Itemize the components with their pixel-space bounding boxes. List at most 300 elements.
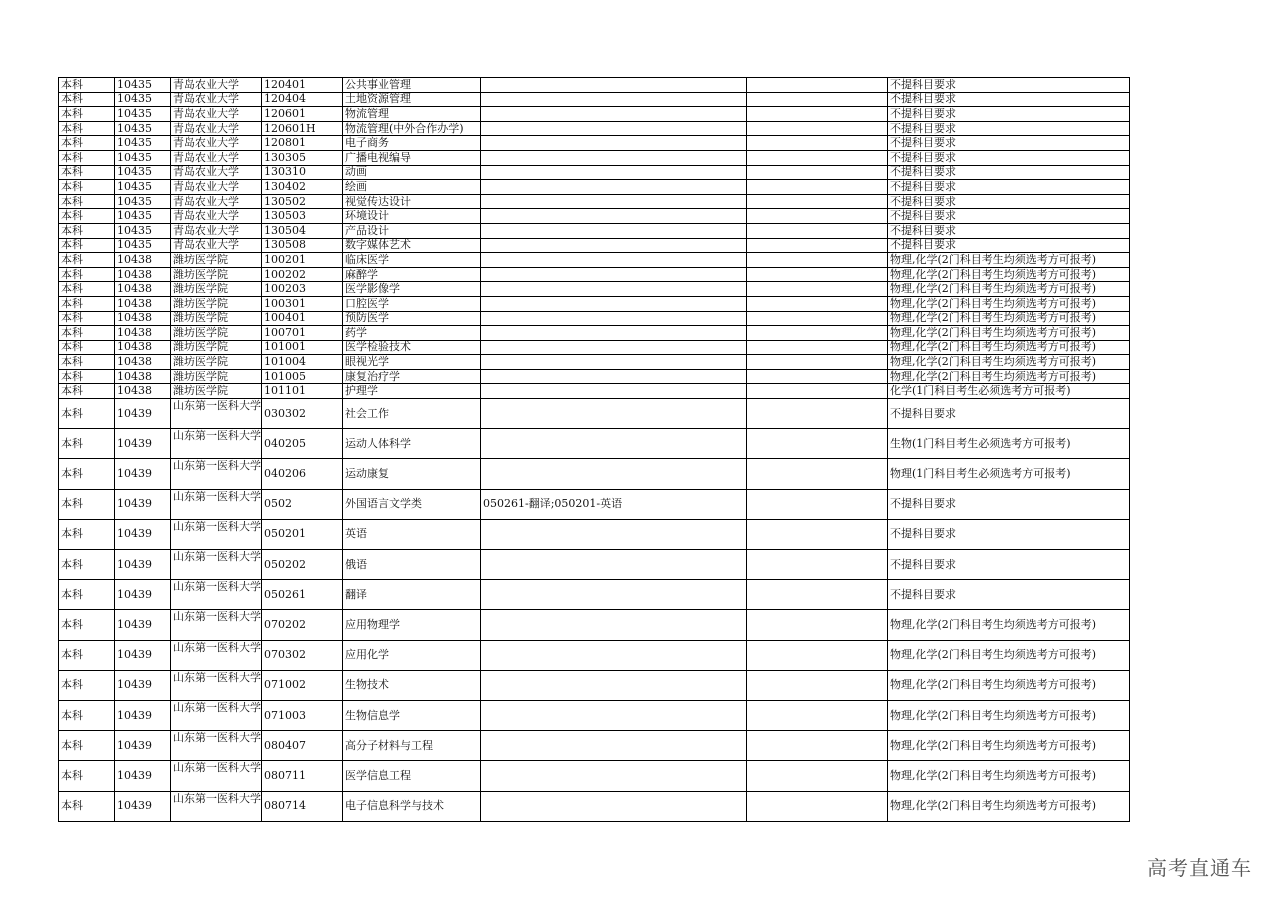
table-row: [59, 610, 1130, 640]
level-cell: 本科: [59, 194, 115, 209]
level-cell: 本科: [59, 369, 115, 384]
table-row: [59, 223, 1130, 238]
included-majors-cell: [481, 355, 747, 370]
school-name-cell: 山东第一医科大学: [171, 761, 262, 791]
major-code-cell: 040205: [262, 429, 343, 459]
major-code-cell: 101004: [262, 355, 343, 370]
school-name-cell: 青岛农业大学: [171, 165, 262, 180]
included-majors-cell: [481, 121, 747, 136]
blank-cell: [747, 78, 888, 93]
subject-requirement-cell: 物理,化学(2门科目考生均须选考方可报考): [888, 761, 1130, 791]
school-name-cell: 潍坊医学院: [171, 355, 262, 370]
included-majors-cell: [481, 459, 747, 489]
school-code-cell: 10435: [115, 92, 171, 107]
level-cell: 本科: [59, 296, 115, 311]
subject-requirement-cell: 不提科目要求: [888, 489, 1130, 519]
major-name-cell: 环境设计: [343, 209, 481, 224]
included-majors-cell: [481, 519, 747, 549]
table-row: [59, 121, 1130, 136]
major-name-cell: 护理学: [343, 384, 481, 399]
school-name-cell: 山东第一医科大学: [171, 429, 262, 459]
blank-cell: [747, 459, 888, 489]
major-name-cell: 运动康复: [343, 459, 481, 489]
subject-requirement-cell: 不提科目要求: [888, 180, 1130, 195]
blank-cell: [747, 355, 888, 370]
table-row: [59, 340, 1130, 355]
school-name-cell: 潍坊医学院: [171, 311, 262, 326]
blank-cell: [747, 253, 888, 268]
level-cell: 本科: [59, 384, 115, 399]
school-name-cell: 山东第一医科大学: [171, 640, 262, 670]
school-code-cell: 10435: [115, 165, 171, 180]
school-code-cell: 10438: [115, 282, 171, 297]
major-code-cell: 120404: [262, 92, 343, 107]
school-name-cell: 山东第一医科大学: [171, 791, 262, 821]
school-name-cell: 潍坊医学院: [171, 326, 262, 341]
included-majors-cell: [481, 165, 747, 180]
major-code-cell: 130402: [262, 180, 343, 195]
school-name-cell: 山东第一医科大学: [171, 399, 262, 429]
blank-cell: [747, 296, 888, 311]
school-name-cell: 潍坊医学院: [171, 369, 262, 384]
table-row: [59, 253, 1130, 268]
subject-requirement-cell: 不提科目要求: [888, 121, 1130, 136]
blank-cell: [747, 580, 888, 610]
level-cell: 本科: [59, 165, 115, 180]
major-code-cell: 101101: [262, 384, 343, 399]
blank-cell: [747, 92, 888, 107]
major-code-cell: 030302: [262, 399, 343, 429]
major-name-cell: 电子商务: [343, 136, 481, 151]
table-row: [59, 791, 1130, 821]
included-majors-cell: [481, 610, 747, 640]
blank-cell: [747, 670, 888, 700]
table-row: [59, 519, 1130, 549]
table-row: [59, 267, 1130, 282]
school-code-cell: 10439: [115, 550, 171, 580]
major-name-cell: 电子信息科学与技术: [343, 791, 481, 821]
school-code-cell: 10439: [115, 489, 171, 519]
major-code-cell: 080711: [262, 761, 343, 791]
school-name-cell: 青岛农业大学: [171, 194, 262, 209]
major-name-cell: 口腔医学: [343, 296, 481, 311]
level-cell: 本科: [59, 610, 115, 640]
blank-cell: [747, 165, 888, 180]
included-majors-cell: [481, 550, 747, 580]
table-row: [59, 369, 1130, 384]
school-code-cell: 10438: [115, 384, 171, 399]
level-cell: 本科: [59, 399, 115, 429]
table-row: [59, 136, 1130, 151]
school-code-cell: 10435: [115, 121, 171, 136]
school-code-cell: 10439: [115, 731, 171, 761]
major-name-cell: 医学信息工程: [343, 761, 481, 791]
major-name-cell: 绘画: [343, 180, 481, 195]
included-majors-cell: [481, 384, 747, 399]
school-code-cell: 10435: [115, 209, 171, 224]
school-name-cell: 山东第一医科大学: [171, 731, 262, 761]
school-code-cell: 10435: [115, 223, 171, 238]
blank-cell: [747, 791, 888, 821]
level-cell: 本科: [59, 355, 115, 370]
level-cell: 本科: [59, 150, 115, 165]
blank-cell: [747, 223, 888, 238]
subject-requirement-cell: 不提科目要求: [888, 399, 1130, 429]
school-name-cell: 青岛农业大学: [171, 150, 262, 165]
subject-requirement-cell: 物理,化学(2门科目考生均须选考方可报考): [888, 253, 1130, 268]
blank-cell: [747, 399, 888, 429]
major-name-cell: 英语: [343, 519, 481, 549]
major-name-cell: 运动人体科学: [343, 429, 481, 459]
school-code-cell: 10435: [115, 107, 171, 122]
included-majors-cell: [481, 580, 747, 610]
school-code-cell: 10438: [115, 267, 171, 282]
included-majors-cell: [481, 700, 747, 730]
school-name-cell: 青岛农业大学: [171, 209, 262, 224]
blank-cell: [747, 326, 888, 341]
level-cell: 本科: [59, 326, 115, 341]
major-name-cell: 麻醉学: [343, 267, 481, 282]
blank-cell: [747, 384, 888, 399]
included-majors-cell: [481, 399, 747, 429]
major-code-cell: 050202: [262, 550, 343, 580]
level-cell: 本科: [59, 267, 115, 282]
included-majors-cell: [481, 107, 747, 122]
major-name-cell: 康复治疗学: [343, 369, 481, 384]
major-name-cell: 社会工作: [343, 399, 481, 429]
included-majors-cell: [481, 194, 747, 209]
school-code-cell: 10438: [115, 296, 171, 311]
table-row: [59, 761, 1130, 791]
school-name-cell: 山东第一医科大学: [171, 489, 262, 519]
subject-requirement-cell: 不提科目要求: [888, 519, 1130, 549]
major-code-cell: 130508: [262, 238, 343, 253]
school-name-cell: 潍坊医学院: [171, 384, 262, 399]
major-name-cell: 公共事业管理: [343, 78, 481, 93]
table-row: [59, 209, 1130, 224]
school-code-cell: 10438: [115, 311, 171, 326]
major-code-cell: 101001: [262, 340, 343, 355]
table-row: [59, 489, 1130, 519]
subject-requirement-cell: 物理,化学(2门科目考生均须选考方可报考): [888, 326, 1130, 341]
subject-requirement-cell: 物理,化学(2门科目考生均须选考方可报考): [888, 311, 1130, 326]
included-majors-cell: [481, 791, 747, 821]
school-code-cell: 10435: [115, 150, 171, 165]
major-code-cell: 050261: [262, 580, 343, 610]
level-cell: 本科: [59, 489, 115, 519]
included-majors-cell: [481, 209, 747, 224]
subject-requirement-cell: 不提科目要求: [888, 209, 1130, 224]
subject-requirement-cell: 物理,化学(2门科目考生均须选考方可报考): [888, 355, 1130, 370]
blank-cell: [747, 761, 888, 791]
major-name-cell: 眼视光学: [343, 355, 481, 370]
blank-cell: [747, 550, 888, 580]
school-name-cell: 青岛农业大学: [171, 78, 262, 93]
major-name-cell: 生物技术: [343, 670, 481, 700]
subject-requirement-cell: 不提科目要求: [888, 238, 1130, 253]
major-code-cell: 130310: [262, 165, 343, 180]
school-name-cell: 潍坊医学院: [171, 267, 262, 282]
school-code-cell: 10439: [115, 791, 171, 821]
included-majors-cell: [481, 640, 747, 670]
school-name-cell: 山东第一医科大学: [171, 459, 262, 489]
included-majors-cell: [481, 238, 747, 253]
school-name-cell: 山东第一医科大学: [171, 550, 262, 580]
level-cell: 本科: [59, 340, 115, 355]
table-row: [59, 326, 1130, 341]
table-row: [59, 399, 1130, 429]
level-cell: 本科: [59, 429, 115, 459]
table-row: [59, 700, 1130, 730]
major-name-cell: 应用物理学: [343, 610, 481, 640]
subject-requirement-cell: 物理,化学(2门科目考生均须选考方可报考): [888, 731, 1130, 761]
watermark: 高考直通车: [1147, 856, 1252, 880]
table-row: [59, 429, 1130, 459]
major-code-cell: 100701: [262, 326, 343, 341]
major-name-cell: 土地资源管理: [343, 92, 481, 107]
school-name-cell: 山东第一医科大学: [171, 610, 262, 640]
level-cell: 本科: [59, 223, 115, 238]
school-name-cell: 潍坊医学院: [171, 340, 262, 355]
level-cell: 本科: [59, 121, 115, 136]
school-code-cell: 10439: [115, 610, 171, 640]
level-cell: 本科: [59, 761, 115, 791]
level-cell: 本科: [59, 209, 115, 224]
major-name-cell: 医学影像学: [343, 282, 481, 297]
table-row: [59, 180, 1130, 195]
major-code-cell: 100202: [262, 267, 343, 282]
major-name-cell: 翻译: [343, 580, 481, 610]
table-row: [59, 296, 1130, 311]
blank-cell: [747, 267, 888, 282]
major-code-cell: 101005: [262, 369, 343, 384]
table-row: [59, 550, 1130, 580]
included-majors-cell: [481, 267, 747, 282]
school-code-cell: 10438: [115, 326, 171, 341]
subject-requirement-cell: 物理,化学(2门科目考生均须选考方可报考): [888, 282, 1130, 297]
included-majors-cell: [481, 78, 747, 93]
level-cell: 本科: [59, 670, 115, 700]
blank-cell: [747, 369, 888, 384]
major-name-cell: 产品设计: [343, 223, 481, 238]
blank-cell: [747, 519, 888, 549]
major-name-cell: 应用化学: [343, 640, 481, 670]
major-name-cell: 物流管理(中外合作办学): [343, 121, 481, 136]
subject-requirement-cell: 物理,化学(2门科目考生均须选考方可报考): [888, 640, 1130, 670]
school-code-cell: 10439: [115, 519, 171, 549]
major-code-cell: 070302: [262, 640, 343, 670]
subject-requirement-cell: 物理,化学(2门科目考生均须选考方可报考): [888, 369, 1130, 384]
level-cell: 本科: [59, 92, 115, 107]
level-cell: 本科: [59, 580, 115, 610]
major-name-cell: 数字媒体艺术: [343, 238, 481, 253]
subject-requirement-cell: 物理,化学(2门科目考生均须选考方可报考): [888, 791, 1130, 821]
subject-requirement-cell: 不提科目要求: [888, 78, 1130, 93]
major-code-cell: 130503: [262, 209, 343, 224]
school-code-cell: 10435: [115, 180, 171, 195]
table-row: [59, 311, 1130, 326]
major-name-cell: 动画: [343, 165, 481, 180]
subject-requirement-cell: 物理,化学(2门科目考生均须选考方可报考): [888, 296, 1130, 311]
blank-cell: [747, 107, 888, 122]
subject-requirement-cell: 物理,化学(2门科目考生均须选考方可报考): [888, 267, 1130, 282]
school-code-cell: 10435: [115, 238, 171, 253]
blank-cell: [747, 429, 888, 459]
blank-cell: [747, 180, 888, 195]
included-majors-cell: [481, 369, 747, 384]
blank-cell: [747, 194, 888, 209]
included-majors-cell: [481, 253, 747, 268]
school-name-cell: 山东第一医科大学: [171, 519, 262, 549]
subject-requirement-cell: 不提科目要求: [888, 580, 1130, 610]
school-name-cell: 潍坊医学院: [171, 296, 262, 311]
level-cell: 本科: [59, 311, 115, 326]
major-code-cell: 130504: [262, 223, 343, 238]
school-code-cell: 10439: [115, 670, 171, 700]
subject-requirement-cell: 不提科目要求: [888, 165, 1130, 180]
school-name-cell: 青岛农业大学: [171, 92, 262, 107]
included-majors-cell: [481, 340, 747, 355]
table-body: [59, 78, 1130, 822]
school-name-cell: 青岛农业大学: [171, 238, 262, 253]
major-code-cell: 070202: [262, 610, 343, 640]
school-code-cell: 10439: [115, 399, 171, 429]
blank-cell: [747, 610, 888, 640]
school-name-cell: 山东第一医科大学: [171, 580, 262, 610]
blank-cell: [747, 731, 888, 761]
level-cell: 本科: [59, 107, 115, 122]
blank-cell: [747, 238, 888, 253]
major-code-cell: 100301: [262, 296, 343, 311]
table-row: [59, 107, 1130, 122]
blank-cell: [747, 150, 888, 165]
school-code-cell: 10439: [115, 580, 171, 610]
major-name-cell: 药学: [343, 326, 481, 341]
included-majors-cell: [481, 92, 747, 107]
level-cell: 本科: [59, 136, 115, 151]
included-majors-cell: 050261-翻译;050201-英语: [481, 489, 747, 519]
subject-requirement-cell: 不提科目要求: [888, 550, 1130, 580]
blank-cell: [747, 209, 888, 224]
table-row: [59, 640, 1130, 670]
major-code-cell: 040206: [262, 459, 343, 489]
school-code-cell: 10435: [115, 78, 171, 93]
major-code-cell: 050201: [262, 519, 343, 549]
included-majors-cell: [481, 150, 747, 165]
subject-requirement-cell: 物理,化学(2门科目考生均须选考方可报考): [888, 340, 1130, 355]
included-majors-cell: [481, 670, 747, 700]
blank-cell: [747, 311, 888, 326]
major-code-cell: 071003: [262, 700, 343, 730]
major-code-cell: 0502: [262, 489, 343, 519]
level-cell: 本科: [59, 700, 115, 730]
level-cell: 本科: [59, 550, 115, 580]
blank-cell: [747, 136, 888, 151]
major-code-cell: 130502: [262, 194, 343, 209]
major-code-cell: 120601: [262, 107, 343, 122]
school-name-cell: 山东第一医科大学: [171, 670, 262, 700]
school-name-cell: 潍坊医学院: [171, 253, 262, 268]
school-code-cell: 10439: [115, 640, 171, 670]
school-code-cell: 10435: [115, 194, 171, 209]
level-cell: 本科: [59, 731, 115, 761]
school-name-cell: 潍坊医学院: [171, 282, 262, 297]
major-code-cell: 100203: [262, 282, 343, 297]
table-row: [59, 165, 1130, 180]
table-row: [59, 282, 1130, 297]
school-code-cell: 10435: [115, 136, 171, 151]
blank-cell: [747, 700, 888, 730]
subject-requirement-cell: 不提科目要求: [888, 107, 1130, 122]
subject-requirement-cell: 不提科目要求: [888, 150, 1130, 165]
major-name-cell: 视觉传达设计: [343, 194, 481, 209]
school-code-cell: 10439: [115, 700, 171, 730]
included-majors-cell: [481, 282, 747, 297]
included-majors-cell: [481, 731, 747, 761]
included-majors-cell: [481, 223, 747, 238]
school-code-cell: 10438: [115, 355, 171, 370]
included-majors-cell: [481, 180, 747, 195]
major-code-cell: 120401: [262, 78, 343, 93]
table-row: [59, 150, 1130, 165]
school-name-cell: 山东第一医科大学: [171, 700, 262, 730]
school-code-cell: 10439: [115, 429, 171, 459]
level-cell: 本科: [59, 459, 115, 489]
major-name-cell: 物流管理: [343, 107, 481, 122]
blank-cell: [747, 489, 888, 519]
major-name-cell: 生物信息学: [343, 700, 481, 730]
table-row: [59, 355, 1130, 370]
major-code-cell: 130305: [262, 150, 343, 165]
subject-requirement-cell: 物理,化学(2门科目考生均须选考方可报考): [888, 700, 1130, 730]
included-majors-cell: [481, 326, 747, 341]
school-code-cell: 10438: [115, 253, 171, 268]
subject-requirement-cell: 不提科目要求: [888, 223, 1130, 238]
included-majors-cell: [481, 136, 747, 151]
included-majors-cell: [481, 311, 747, 326]
table-row: [59, 238, 1130, 253]
level-cell: 本科: [59, 238, 115, 253]
school-name-cell: 青岛农业大学: [171, 121, 262, 136]
school-code-cell: 10439: [115, 459, 171, 489]
major-code-cell: 071002: [262, 670, 343, 700]
major-name-cell: 俄语: [343, 550, 481, 580]
school-name-cell: 青岛农业大学: [171, 136, 262, 151]
table-row: [59, 580, 1130, 610]
subject-requirement-cell: 生物(1门科目考生必须选考方可报考): [888, 429, 1130, 459]
table-row: [59, 384, 1130, 399]
school-code-cell: 10438: [115, 340, 171, 355]
included-majors-cell: [481, 296, 747, 311]
school-code-cell: 10438: [115, 369, 171, 384]
major-name-cell: 外国语言文学类: [343, 489, 481, 519]
school-name-cell: 青岛农业大学: [171, 223, 262, 238]
major-code-cell: 080407: [262, 731, 343, 761]
major-code-cell: 080714: [262, 791, 343, 821]
level-cell: 本科: [59, 519, 115, 549]
included-majors-cell: [481, 429, 747, 459]
level-cell: 本科: [59, 180, 115, 195]
subject-requirement-cell: 不提科目要求: [888, 92, 1130, 107]
major-code-cell: 120801: [262, 136, 343, 151]
major-code-cell: 120601H: [262, 121, 343, 136]
major-code-cell: 100201: [262, 253, 343, 268]
major-name-cell: 广播电视编导: [343, 150, 481, 165]
blank-cell: [747, 121, 888, 136]
level-cell: 本科: [59, 282, 115, 297]
subject-requirement-cell: 物理,化学(2门科目考生均须选考方可报考): [888, 610, 1130, 640]
school-name-cell: 青岛农业大学: [171, 107, 262, 122]
